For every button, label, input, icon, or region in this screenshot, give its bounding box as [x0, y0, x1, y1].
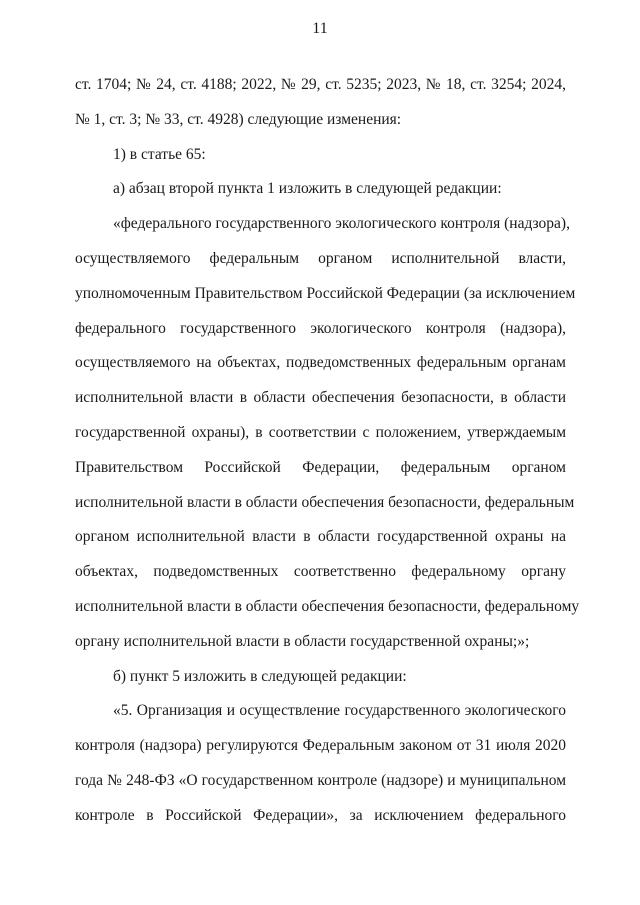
text-line: исполнительной власти в области обеспечения безопасности, в области — [75, 389, 566, 407]
quoted-paragraph-start: «5. Организация и осуществление государственного экологического — [113, 702, 566, 720]
list-item-1: 1) в статье 65: — [113, 145, 206, 163]
document-body — [75, 68, 580, 834]
text-line: органом исполнительной власти в области государственной охраны на — [75, 528, 566, 546]
text-line: государственной охраны), в соответствии с положением, утверждаемым — [75, 423, 566, 441]
text-line: № 1, ст. 3; № 33, ст. 4928) следующие изменения: — [75, 110, 402, 128]
text-line: Правительством Российской Федерации, федеральным органом — [75, 458, 566, 476]
text-line: федерального государственного экологического контроля (надзора), — [75, 319, 566, 337]
text-line: осуществляемого на объектах, подведомственных федеральным органам — [75, 354, 566, 372]
quoted-paragraph-start: «федерального государственного экологического контроля (надзора), — [113, 215, 570, 233]
list-item-b: б) пункт 5 изложить в следующей редакции: — [113, 667, 407, 685]
text-line: контроля (надзора) регулируются Федеральным законом от 31 июля 2020 — [75, 737, 566, 755]
text-line: осуществляемого федеральным органом исполнительной власти, — [75, 249, 566, 267]
text-line: объектах, подведомственных соответственно федеральному органу — [75, 563, 566, 581]
text-line: года № 248-ФЗ «О государственном контроле (надзоре) и муниципальном — [75, 771, 566, 789]
text-line: исполнительной власти в области обеспечения безопасности, федеральному — [75, 597, 580, 615]
list-item-a: а) абзац второй пункта 1 изложить в следующей редакции: — [113, 180, 502, 198]
text-line: исполнительной власти в области обеспечения безопасности, федеральным — [75, 493, 575, 511]
text-line: контроле в Российской Федерации», за исключением федерального — [75, 806, 566, 824]
page-number: 11 — [312, 20, 328, 37]
text-line: уполномоченным Правительством Российской Федерации (за исключением — [75, 284, 576, 302]
text-line: органу исполнительной власти в области государственной охраны;»; — [75, 632, 530, 650]
text-line: ст. 1704; № 24, ст. 4188; 2022, № 29, ст. 5235; 2023, № 18, ст. 3254; 2024, — [75, 76, 566, 93]
